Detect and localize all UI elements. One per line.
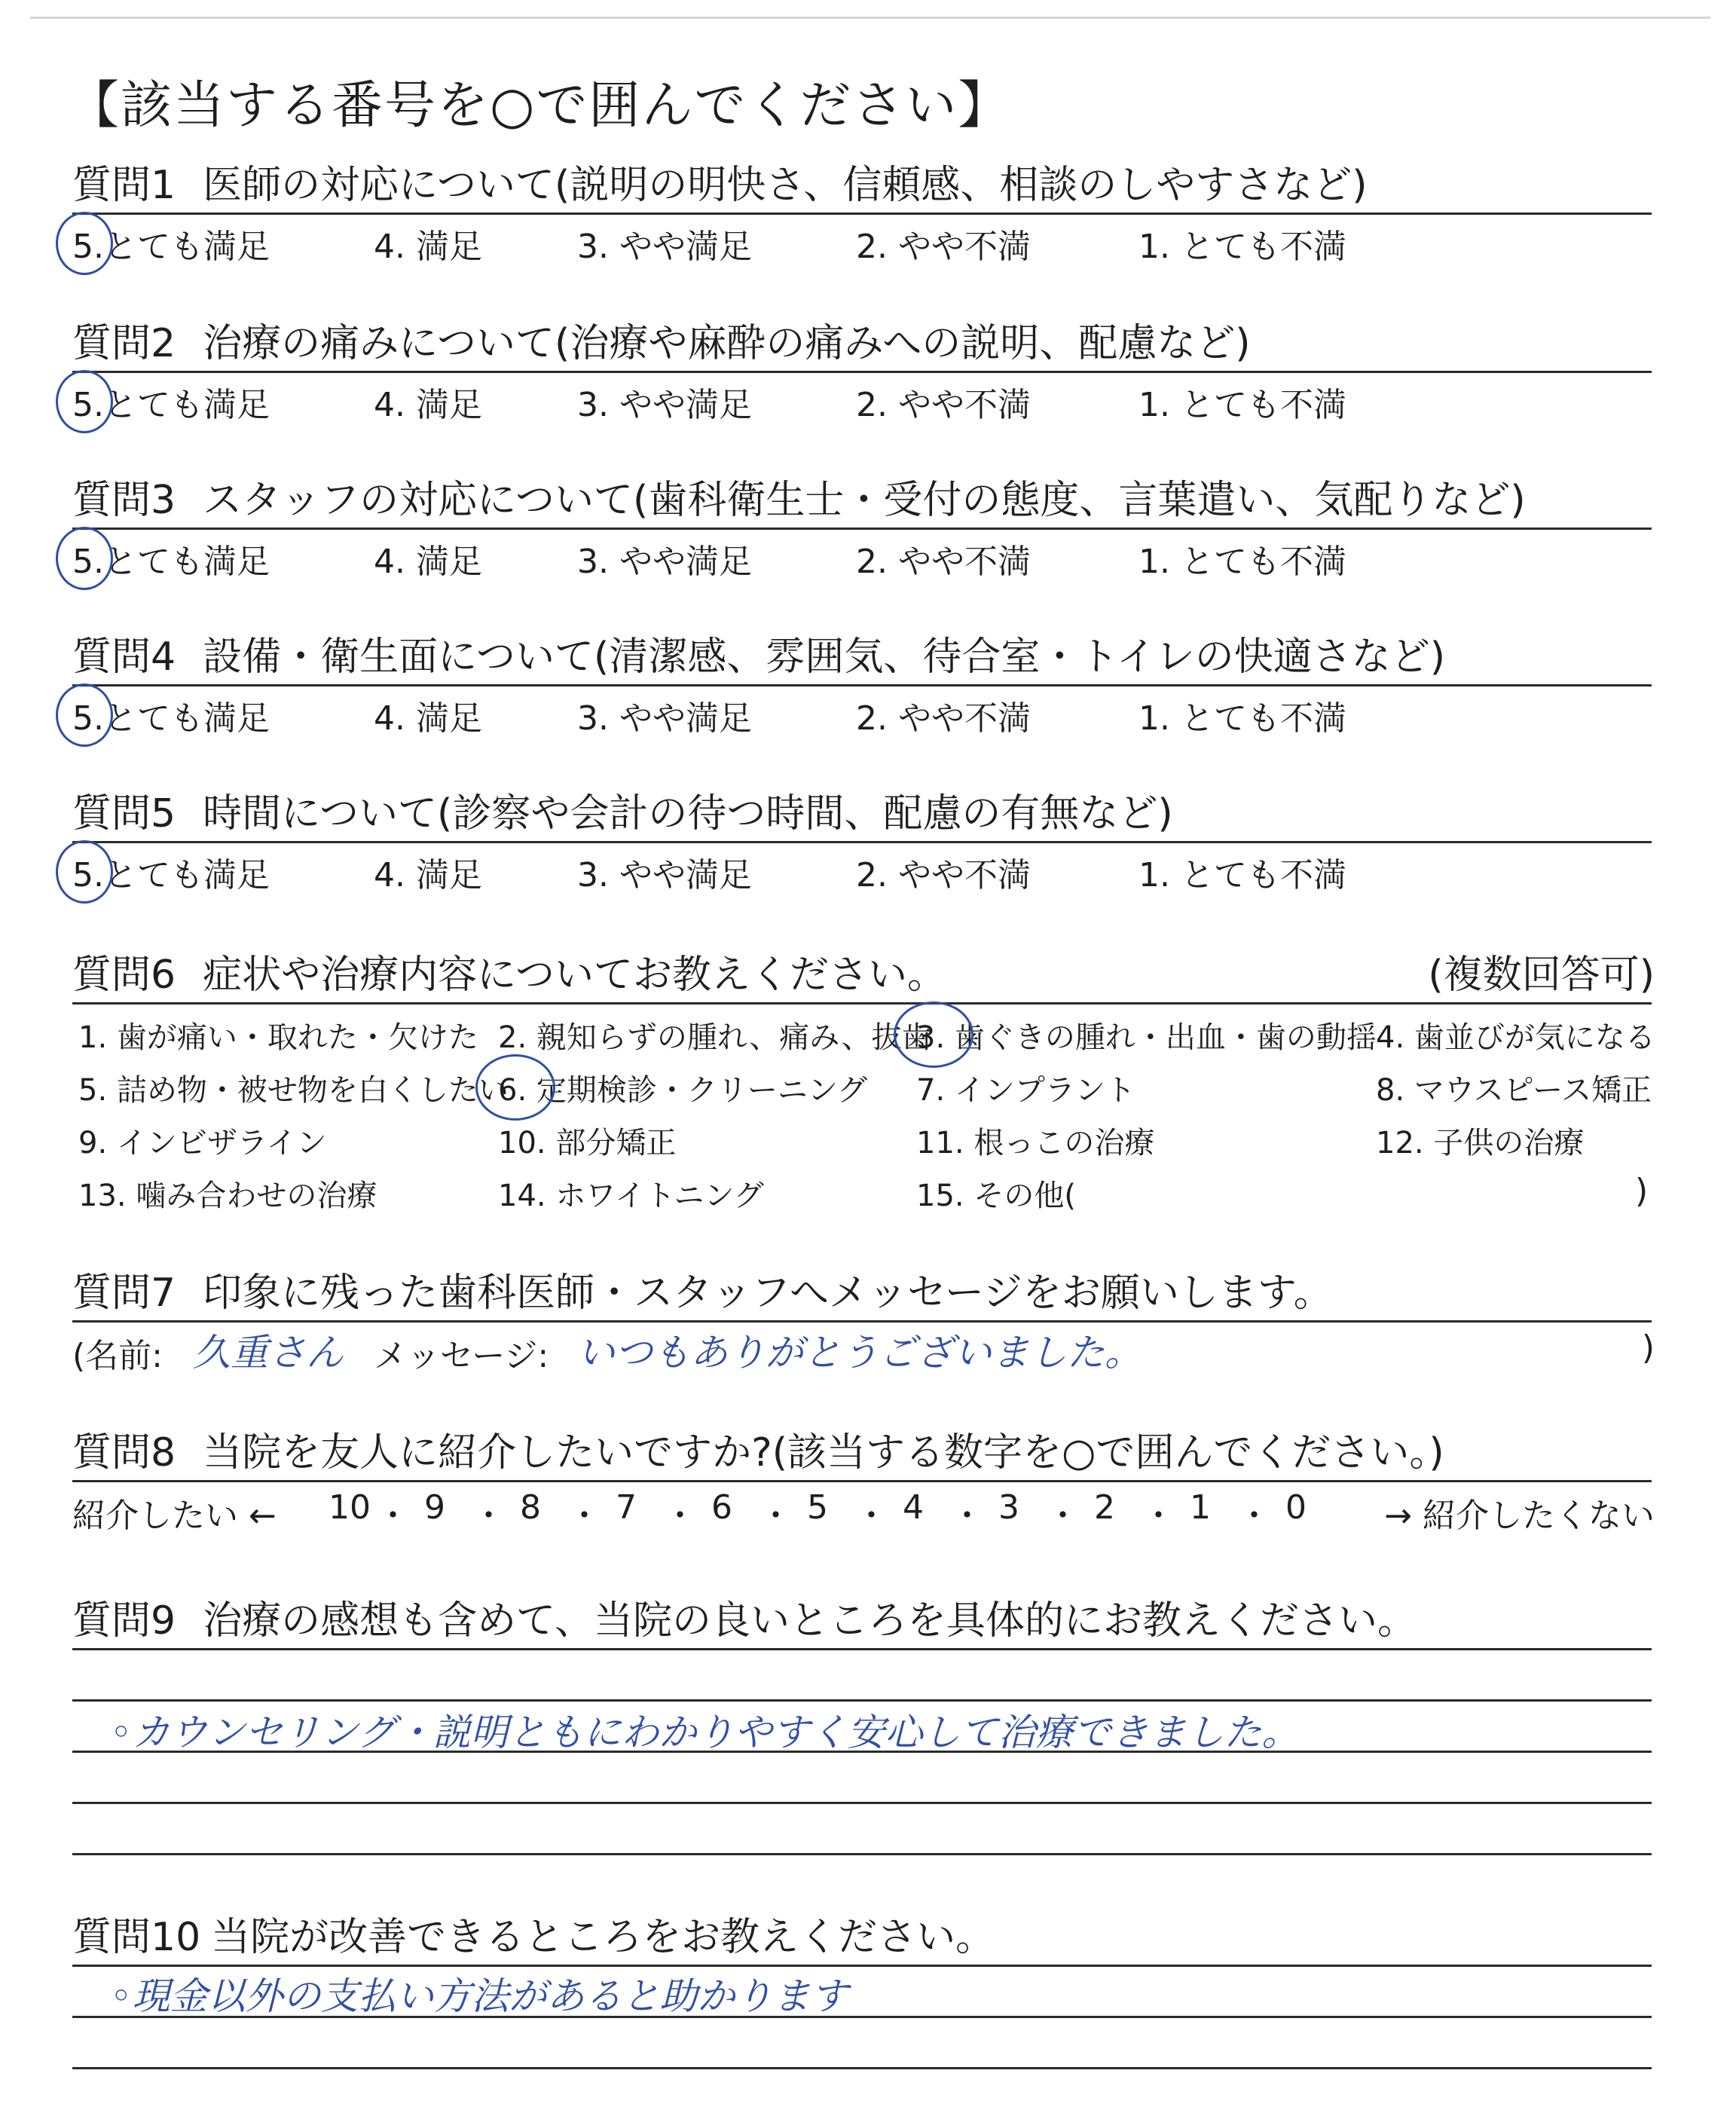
question-number: 質問5 bbox=[72, 791, 176, 836]
rating-option-3[interactable] bbox=[577, 848, 752, 896]
message-close-paren: ) bbox=[1641, 1329, 1655, 1367]
scale-value-7[interactable]: 7 bbox=[616, 1488, 637, 1527]
treatment-option-5[interactable]: 5. 詰め物・被せ物を白くしたい bbox=[78, 1073, 509, 1108]
rating-option-1[interactable] bbox=[1138, 378, 1346, 426]
rating-option-label: 5.とても満足 bbox=[72, 228, 270, 266]
treatment-option-10[interactable]: 10. 部分矯正 bbox=[498, 1126, 677, 1160]
scale-value-5[interactable]: 5 bbox=[807, 1488, 828, 1527]
name-label: (名前: bbox=[72, 1337, 163, 1375]
answer-line bbox=[72, 1699, 1652, 1702]
rating-option-label: 2. やや不満 bbox=[856, 228, 1031, 266]
question-10 bbox=[72, 1910, 1655, 2108]
question-8-title bbox=[72, 1426, 1655, 1480]
question-8 bbox=[72, 1426, 1655, 1535]
rating-option-4[interactable] bbox=[374, 378, 482, 426]
scale-separator: ・ bbox=[1237, 1497, 1271, 1535]
scale-value-9[interactable]: 9 bbox=[424, 1488, 445, 1527]
multiple-answer-note: (複数回答可) bbox=[1428, 953, 1655, 998]
scale-right-label: → 紹介したくない bbox=[1384, 1497, 1655, 1535]
scale-separator: ・ bbox=[1046, 1497, 1080, 1535]
rating-option-label: 3. やや満足 bbox=[577, 856, 752, 894]
question-10-answer[interactable]: ◦現金以外の支払い方法があると助かります bbox=[110, 1974, 848, 2018]
rating-option-label: 2. やや不満 bbox=[856, 699, 1031, 738]
rating-option-label: 4. 満足 bbox=[374, 699, 482, 738]
answer-line bbox=[72, 1802, 1652, 1804]
question-1 bbox=[72, 158, 1655, 268]
page-header: 【該当する番号を○で囲んでください】 bbox=[68, 76, 1011, 136]
rating-options bbox=[72, 530, 1655, 583]
message-row bbox=[72, 1323, 1655, 1383]
question-6-number: 質問6 bbox=[72, 953, 176, 998]
treatment-option-8[interactable]: 8. マウスピース矯正 bbox=[1376, 1073, 1652, 1108]
question-7-title bbox=[72, 1266, 1655, 1320]
question-8-number: 質問8 bbox=[72, 1430, 176, 1475]
rating-option-label: 1. とても不満 bbox=[1138, 543, 1346, 581]
scale-left-label: 紹介したい ← bbox=[72, 1497, 277, 1535]
rating-option-3[interactable] bbox=[577, 219, 752, 268]
rating-option-3[interactable] bbox=[577, 534, 752, 583]
question-number: 質問3 bbox=[72, 478, 176, 523]
question-number: 質問2 bbox=[72, 321, 176, 366]
rating-option-3[interactable] bbox=[577, 378, 752, 426]
question-10-text: 当院が改善できるところをお教えください。 bbox=[211, 1915, 995, 1960]
question-2 bbox=[72, 316, 1655, 426]
question-7-number: 質問7 bbox=[72, 1271, 176, 1316]
question-9-answer-lines bbox=[72, 1648, 1655, 1934]
rating-options bbox=[72, 373, 1655, 426]
rating-option-label: 3. やや満足 bbox=[577, 543, 752, 581]
scale-separator: ・ bbox=[759, 1497, 793, 1535]
question-6-title bbox=[72, 948, 1655, 1002]
question-7 bbox=[72, 1266, 1655, 1383]
answer-line bbox=[72, 1853, 1652, 1855]
rating-options bbox=[72, 843, 1655, 896]
treatment-option-4[interactable]: 4. 歯並びが気になる bbox=[1376, 1020, 1655, 1055]
scale-separator: ・ bbox=[950, 1497, 984, 1535]
question-text: スタッフの対応について(歯科衛生士・受付の態度、言葉遣い、気配りなど) bbox=[203, 478, 1526, 523]
scale-value-1[interactable]: 1 bbox=[1190, 1488, 1211, 1527]
treatment-option-13[interactable]: 13. 噛み合わせの治療 bbox=[78, 1179, 377, 1213]
question-10-answer-lines bbox=[72, 1965, 1655, 2108]
rating-option-5[interactable] bbox=[72, 219, 270, 268]
rating-option-label: 1. とても不満 bbox=[1138, 699, 1346, 738]
rating-option-label: 2. やや不満 bbox=[856, 543, 1031, 581]
question-3 bbox=[72, 473, 1655, 583]
recommend-scale bbox=[72, 1482, 1655, 1535]
rating-option-label: 3. やや満足 bbox=[577, 386, 752, 424]
question-title bbox=[72, 787, 1655, 841]
rating-option-label: 3. やや満足 bbox=[577, 228, 752, 266]
rating-option-1[interactable] bbox=[1138, 219, 1346, 268]
scale-separator: ・ bbox=[1142, 1497, 1175, 1535]
treatment-options bbox=[72, 1005, 1655, 1231]
other-close-paren: ) bbox=[1635, 1172, 1649, 1210]
rating-option-label: 5.とても満足 bbox=[72, 856, 270, 894]
rating-option-5[interactable] bbox=[72, 848, 270, 896]
question-title bbox=[72, 316, 1655, 371]
scale-value-0[interactable]: 0 bbox=[1285, 1488, 1307, 1527]
treatment-option-2[interactable]: 2. 親知らずの腫れ、痛み、抜歯 bbox=[498, 1020, 932, 1055]
scale-separator: ・ bbox=[567, 1497, 601, 1535]
question-title bbox=[72, 158, 1655, 213]
rating-option-label: 4. 満足 bbox=[374, 856, 482, 894]
name-value[interactable]: 久重さん bbox=[193, 1331, 344, 1375]
circle-mark bbox=[894, 1001, 973, 1068]
scale-value-2[interactable]: 2 bbox=[1094, 1488, 1115, 1527]
rating-option-2[interactable] bbox=[856, 219, 1031, 268]
answer-line bbox=[72, 1648, 1652, 1650]
question-6-text: 症状や治療内容についてお教えください。 bbox=[203, 953, 947, 998]
rating-option-5[interactable] bbox=[72, 534, 270, 583]
scale-separator: ・ bbox=[663, 1497, 697, 1535]
rating-option-2[interactable] bbox=[856, 848, 1031, 896]
question-9-text: 治療の感想も含めて、当院の良いところを具体的にお教えください。 bbox=[203, 1598, 1417, 1644]
question-9 bbox=[72, 1594, 1655, 1934]
scale-value-4[interactable]: 4 bbox=[903, 1488, 924, 1527]
rating-option-4[interactable] bbox=[374, 219, 482, 268]
rating-option-4[interactable] bbox=[374, 848, 482, 896]
top-border bbox=[30, 17, 1710, 19]
question-10-title bbox=[72, 1910, 1655, 1965]
treatment-option-3[interactable]: 3. 歯ぐきの腫れ・出血・歯の動揺 bbox=[916, 1020, 1377, 1055]
rating-option-4[interactable] bbox=[374, 534, 482, 583]
question-9-title bbox=[72, 1594, 1655, 1648]
scale-value-6[interactable]: 6 bbox=[711, 1488, 732, 1527]
treatment-option-15[interactable]: 15. その他( bbox=[916, 1179, 1076, 1213]
rating-option-1[interactable] bbox=[1138, 691, 1346, 739]
rating-option-label: 5.とても満足 bbox=[72, 543, 270, 581]
rating-option-label: 5.とても満足 bbox=[72, 386, 270, 424]
scale-separator: ・ bbox=[376, 1497, 410, 1535]
question-number: 質問4 bbox=[72, 635, 176, 680]
question-number: 質問1 bbox=[72, 163, 176, 208]
rating-option-3[interactable] bbox=[577, 691, 752, 739]
message-value[interactable]: いつもありがとうございました。 bbox=[577, 1331, 1142, 1375]
rating-option-label: 1. とても不満 bbox=[1138, 386, 1346, 424]
rating-options bbox=[72, 215, 1655, 268]
question-text: 時間について(診察や会計の待つ時間、配慮の有無など) bbox=[203, 791, 1173, 836]
rating-option-4[interactable] bbox=[374, 691, 482, 739]
rating-option-label: 1. とても不満 bbox=[1138, 856, 1346, 894]
rating-option-label: 2. やや不満 bbox=[856, 386, 1031, 424]
rating-option-label: 3. やや満足 bbox=[577, 699, 752, 738]
question-4 bbox=[72, 630, 1655, 739]
question-6 bbox=[72, 948, 1655, 1231]
treatment-option-12[interactable]: 12. 子供の治療 bbox=[1376, 1126, 1585, 1160]
question-9-answer[interactable]: ◦カウンセリング・説明ともにわかりやすく安心して治療できました。 bbox=[110, 1711, 1300, 1754]
rating-option-label: 4. 満足 bbox=[374, 543, 482, 581]
question-10-number: 質問10 bbox=[72, 1915, 201, 1960]
question-text: 治療の痛みについて(治療や麻酔の痛みへの説明、配慮など) bbox=[203, 321, 1251, 366]
rating-option-label: 4. 満足 bbox=[374, 386, 482, 424]
rating-option-1[interactable] bbox=[1138, 848, 1346, 896]
question-8-text: 当院を友人に紹介したいですか?(該当する数字を○で囲んでください。) bbox=[203, 1430, 1444, 1475]
rating-option-label: 4. 満足 bbox=[374, 228, 482, 266]
scale-value-8[interactable]: 8 bbox=[520, 1488, 541, 1527]
question-text: 医師の対応について(説明の明快さ、信頼感、相談のしやすさなど) bbox=[203, 163, 1368, 208]
rating-option-label: 5.とても満足 bbox=[72, 699, 270, 738]
rating-option-2[interactable] bbox=[856, 534, 1031, 583]
treatment-option-1[interactable]: 1. 歯が痛い・取れた・欠けた bbox=[78, 1020, 478, 1055]
rating-option-1[interactable] bbox=[1138, 534, 1346, 583]
scale-value-3[interactable]: 3 bbox=[998, 1488, 1019, 1527]
treatment-option-7[interactable]: 7. インプラント bbox=[916, 1073, 1135, 1108]
rating-option-2[interactable] bbox=[856, 691, 1031, 739]
question-text: 設備・衛生面について(清潔感、雰囲気、待合室・トイレの快適さなど) bbox=[203, 635, 1446, 680]
answer-line bbox=[72, 2067, 1652, 2069]
question-title bbox=[72, 630, 1655, 684]
message-label: メッセージ: bbox=[374, 1337, 549, 1375]
rating-option-label: 2. やや不満 bbox=[856, 856, 1031, 894]
treatment-option-9[interactable]: 9. インビザライン bbox=[78, 1126, 327, 1160]
rating-option-5[interactable] bbox=[72, 691, 270, 739]
rating-option-label: 1. とても不満 bbox=[1138, 228, 1346, 266]
question-9-number: 質問9 bbox=[72, 1598, 176, 1644]
rating-option-2[interactable] bbox=[856, 378, 1031, 426]
treatment-option-14[interactable]: 14. ホワイトニング bbox=[498, 1179, 764, 1213]
treatment-option-6[interactable]: 6. 定期検診・クリーニング bbox=[498, 1073, 868, 1108]
rating-options bbox=[72, 687, 1655, 739]
question-7-text: 印象に残った歯科医師・スタッフへメッセージをお願いします。 bbox=[203, 1271, 1333, 1316]
scale-separator: ・ bbox=[854, 1497, 888, 1535]
scale-separator: ・ bbox=[472, 1497, 506, 1535]
rating-option-5[interactable] bbox=[72, 378, 270, 426]
scale-value-10[interactable]: 10 bbox=[329, 1488, 371, 1527]
question-5 bbox=[72, 787, 1655, 896]
question-title bbox=[72, 473, 1655, 528]
treatment-option-11[interactable]: 11. 根っこの治療 bbox=[916, 1126, 1155, 1160]
circle-mark bbox=[475, 1054, 555, 1121]
